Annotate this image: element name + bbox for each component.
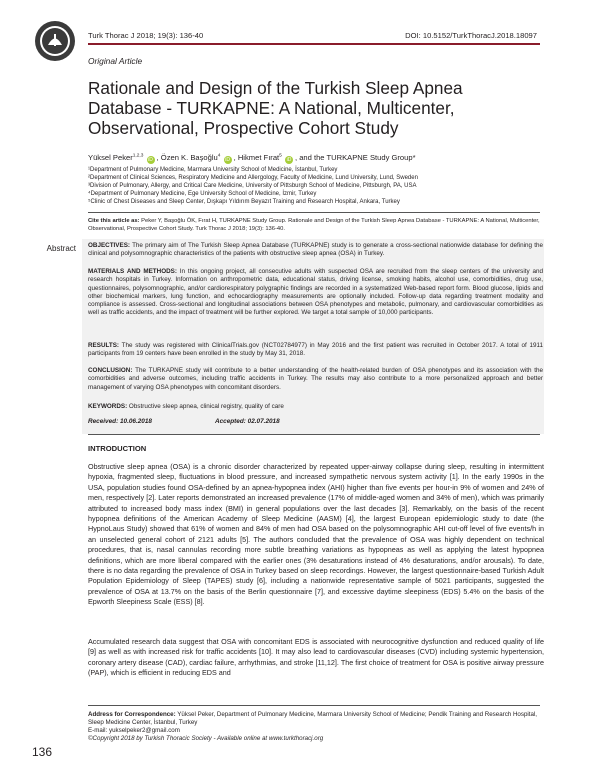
divider: [88, 434, 540, 435]
article-dates: [88, 418, 543, 425]
affiliations: [88, 167, 548, 207]
title-line: Observational, Prospective Cohort Study: [88, 118, 399, 138]
intro-paragraph-1: Obstructive sleep apnea (OSA) is a chronic disorder characterized by repeated upper-airway collapse during sleep, resulting in intermittent hypoxia, fragmented sleep, fluctuations in blood pressure, and increased sympathetic nervous system activity [1]. In the early 1990s in the USA, population studies found OSA-defined by an apnea-hypopnea index (AHI) higher than five events per hour-in 9% of women and 24% of men, respectively [2]. Later reports demonstrated an increased prevalence (17% of middle-aged women and 34% of men), which was primarily attributed to increased body mass index (BMI) in general populations over the last decades [3]. Remarkably, on the basis of the recent hypopnea definitions of the American Academy of Sleep Medicine (AASM) [4], the largest European epidemiologic study to date (the HypnoLaus Study) showed that 61% of women and 84% of men had OSA based on the polysomnographic AHI cut-off level of five events/h in an unselected general cohort of 2121 adults [5]. The authors concluded that the prevalence of OSA was highly dependent on technical procedures, that is, nasal cannulas recording more subtle breathing variations as hypopneas as well as applying the latest hypopnea definitions, which are more liberal compared with the earlier ones (3% desaturations instead of 4% desaturations, and/or arousals). To date, there is no data regarding the prevalence of OSA in Turkey based on sleep recordings. However, the largest questionnaire-based Turkish Adult Population Epidemiology of Sleep (TAPES) study [6], including a nationwide representative sample of 5021 participants, suggested the prevalence of OSA at 13.7% on the basis of the Berlin questionnaire [7], and excessive daytime sleepiness (EDS) 5.4% on the basis of the Epworth Sleepiness Scale (ESS) [8].: [88, 462, 544, 607]
objectives-label: OBJECTIVES:: [88, 242, 130, 249]
intro-paragraph-2: Accumulated research data suggest that OSA with concomitant EDS is associated with neurocognitive dysfunction and reduced quality of life [9] as well as with increased risk for traffic accidents [10]. It may also lead to cardiovascular diseases (CVD) including systemic hypertension, coronary artery disease (CAD), cardiac failure, arrhythmias, and stroke [11,12]. The first choice of treatment for OSA is positive airway pressure (PAP), which is efficient in reducing EDS and: [88, 637, 544, 678]
correspondence-label: Address for Correspondence:: [88, 711, 176, 718]
affiliation: ⁴Department of Pulmonary Medicine, Ege University School of Medicine, İzmir, Turkey: [88, 190, 317, 197]
methods-label: MATERIALS AND METHODS:: [88, 268, 177, 275]
cite-label: Cite this article as:: [88, 218, 140, 224]
title-line: Database - TURKAPNE: A National, Multicenter,: [88, 98, 455, 118]
author-group: , and the TURKAPNE Study Group*: [294, 153, 416, 162]
cite-as: [88, 217, 544, 233]
author-affil: 5: [279, 153, 282, 159]
abstract-results: [88, 342, 543, 359]
abstract-conclusion: [88, 367, 543, 392]
author-affil: 4: [217, 153, 221, 159]
copyright: ©Copyright 2018 by Turkish Thoracic Society - Available online at www.turkthoracj.org: [88, 734, 324, 742]
author-name: Özen K. Başoğlu: [160, 153, 218, 162]
author-name: Yüksel Peker: [88, 153, 133, 162]
affiliation: ³Division of Pulmonary, Allergy, and Critical Care Medicine, University of Pittsburgh School of Medicine, Pittsburgh, PA, USA: [88, 182, 417, 189]
cite-text: Peker Y, Başoğlu ÖK, Fırat H, TURKAPNE Study Group. Rationale and Design of the Turkish Sleep Apnea Database - TURKAPNE: A National, Multicenter, Observational, Prospective Cohort Study. Turk Thorac J 2018; 19(3): 136-40.: [88, 218, 540, 232]
abstract-keywords: [88, 403, 543, 411]
orcid-icon[interactable]: iD: [286, 157, 292, 163]
orcid-icon[interactable]: iD: [225, 157, 230, 163]
section-heading: INTRODUCTION: [88, 444, 147, 453]
footer-rule: [88, 705, 540, 706]
keywords-label: KEYWORDS:: [88, 403, 128, 410]
doi[interactable]: DOI: 10.5152/TurkThoracJ.2018.18097: [405, 31, 537, 40]
author-list: Yüksel Peker$^{1,2,3}$ iD , Özen K. Başoğlu$^4$ iD , Hikmet Fırat$^5$ iD , and the TURKAPNE Study Group*: [88, 153, 416, 163]
methods-text: In this ongoing project, all consecutive adults with suspected OSA are recruited from the sleep centers of the university and research hospitals in Turkey. Information on anthropometric data, educational status, driving license, smoking habits, alcohol use, comorbidities, drug use, questionnaires, polysomnographic, and/or cardiorespiratory polygraphic findings are recorded in a systematized Web-based report form. Blood glucose, lipids and other biochemical markers, lung function, and echocardiography measurements are optionally included. Follow-up data regarding treatment modality and compliance is assessed. Cross-sectional and longitudinal associations between OSA phenotypes and metabolic, pulmonary, and cardiovascular comorbidities as well as traffic accidents, and the impact of treatment will be further explored. We target a total sample of 10,000 participants.: [88, 268, 543, 317]
page-number: 136: [32, 745, 53, 759]
author-affil: 1,2,3: [132, 153, 144, 159]
author-name: Hikmet Fırat: [237, 153, 280, 162]
conclusion-text: The TURKAPNE study will contribute to a better understanding of the health-related burden of OSA phenotypes and its association with the comorbidities and adverse outcomes, including traffic accidents in Turkey. The results may also contribute to a more personalized approach and better management of varying OSA phenotypes with concomitant disorders.: [88, 367, 543, 391]
accepted-date: Accepted: 02.07.2018: [215, 418, 280, 425]
abstract-objectives: [88, 242, 543, 259]
objectives-text: The primary aim of The Turkish Sleep Apnea Database (TURKAPNE) study is to generate a cross-sectional nationwide database for defining the clinical and polysomnographic characteristics of the patients with obstructive sleep apnea (OSA) in Turkey.: [88, 242, 543, 258]
correspondence: [88, 711, 544, 743]
header-rule: [88, 43, 540, 45]
affiliation: ²Department of Clinical Sciences, Respiratory Medicine and Allergology, Faculty of Medicine, Lund University, Lund, Sweden: [88, 174, 418, 181]
correspondence-email[interactable]: E-mail: yukselpeker2@gmail.com: [88, 726, 180, 734]
keywords-text: Obstructive sleep apnea, clinical registry, quality of care: [127, 403, 284, 410]
abstract-methods: [88, 268, 543, 318]
orcid-icon[interactable]: iD: [148, 157, 153, 163]
conclusion-label: CONCLUSION:: [88, 367, 133, 374]
results-text: The study was registered with ClinicalTrials.gov (NCT02784977) in May 2016 and the first patient was recruited in October 2017. A total of 1911 participants from 19 centers have been enrolled in the study by May 31, 2018.: [88, 342, 543, 358]
abstract-label: Abstract: [46, 244, 76, 253]
correspondence-text: Yüksel Peker, Department of Pulmonary Medicine, Marmara University School of Medicine; Pendik Training and Research Hospital, Sleep Medicine Center, İstanbul, Turkey: [88, 711, 538, 726]
article-type: Original Article: [88, 56, 143, 66]
journal-reference: Turk Thorac J 2018; 19(3): 136-40: [88, 31, 204, 40]
article-title: [88, 78, 548, 138]
journal-logo-icon: [34, 20, 76, 62]
affiliation: ⁵Clinic of Chest Diseases and Sleep Center, Dışkapı Yıldırım Beyazıt Training and Research Hospital, Ankara, Turkey: [88, 198, 400, 205]
affiliation: ¹Department of Pulmonary Medicine, Marmara University School of Medicine, İstanbul, Turkey: [88, 167, 338, 173]
title-line: Rationale and Design of the Turkish Sleep Apnea: [88, 78, 463, 98]
divider: [88, 212, 540, 213]
received-date: Received: 10.06.2018: [88, 418, 152, 425]
results-label: RESULTS:: [88, 342, 120, 349]
